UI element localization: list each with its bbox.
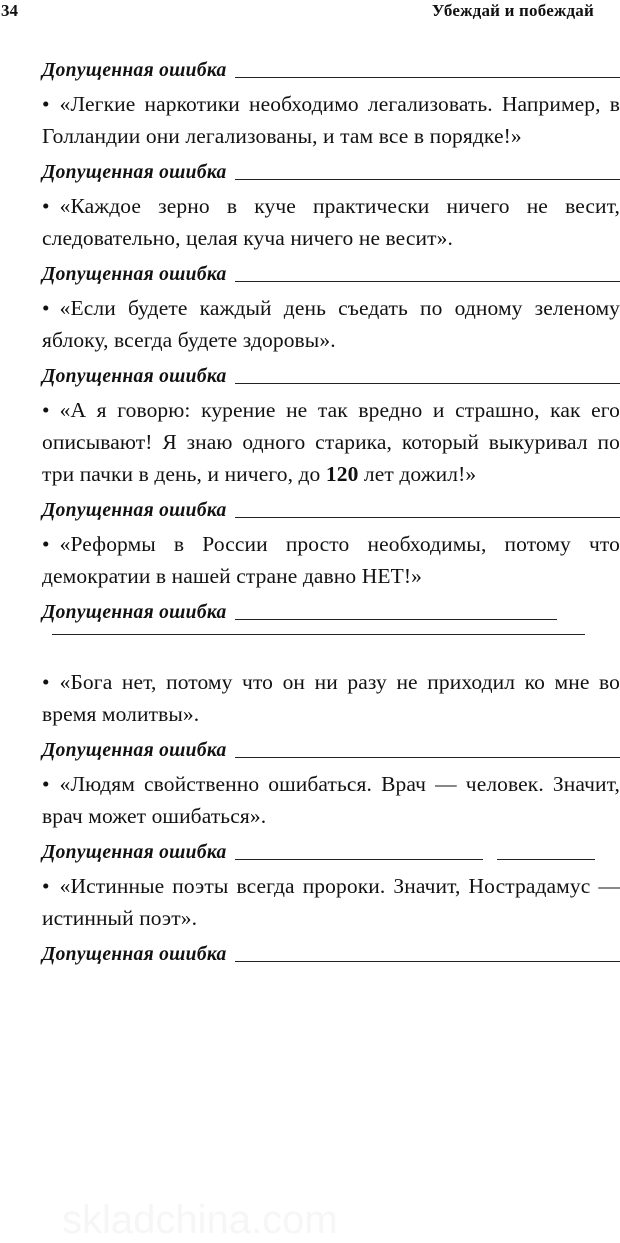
answer-label: Допущенная ошибка — [42, 264, 227, 285]
answer-row — [42, 732, 620, 762]
statement-text: «Каждое зерно в куче практически ничего не весит, следовательно, целая куча ничего не весит». — [42, 194, 620, 250]
answer-blank-line[interactable] — [235, 599, 557, 620]
answer-label: Допущенная ошибка — [42, 500, 227, 521]
statement-text: лет дожил!» — [358, 462, 477, 486]
answer-blank-line[interactable] — [235, 737, 620, 758]
answer-blank-line[interactable] — [235, 839, 483, 860]
answer-label: Допущенная ошибка — [42, 740, 227, 761]
bullet-icon: • — [42, 92, 50, 116]
statement-item — [42, 394, 620, 490]
answer-label: Допущенная ошибка — [42, 60, 227, 81]
answer-blank-line[interactable] — [235, 941, 620, 962]
answer-blank-line[interactable] — [497, 839, 595, 860]
answer-row — [42, 834, 620, 864]
statement-text: «Реформы в России просто необходимы, потому что демократии в нашей стране давно НЕТ!» — [42, 532, 620, 588]
answer-blank-line[interactable] — [235, 261, 620, 282]
answer-label: Допущенная ошибка — [42, 944, 227, 965]
statement-text: «Бога нет, потому что он ни разу не приходил ко мне во время молитвы». — [42, 670, 620, 726]
statement-item — [42, 870, 620, 934]
statement-item — [42, 528, 620, 592]
statement-item — [42, 88, 620, 152]
answer-row — [42, 492, 620, 522]
statement-bold-number: 120 — [325, 462, 359, 486]
statement-text: «Истинные поэты всегда пророки. Значит, Нострадамус — истинный поэт». — [42, 874, 620, 930]
statement-text: «Людям свойственно ошибаться. Врач — человек. Значит, врач может ошибаться». — [42, 772, 620, 828]
answer-blank-line-continuation[interactable] — [52, 634, 585, 635]
statement-item — [42, 292, 620, 356]
statement-item — [42, 768, 620, 832]
answer-row — [42, 594, 620, 624]
bullet-icon: • — [42, 772, 50, 796]
statement-text: «Легкие наркотики необходимо легализовать. Например, в Голландии они легализованы, и там все в порядке!» — [42, 92, 620, 148]
answer-blank-line[interactable] — [235, 363, 620, 384]
statement-item — [42, 190, 620, 254]
page-number: 34 — [1, 1, 18, 20]
watermark: skladchina.com — [62, 1198, 338, 1242]
bullet-icon: • — [42, 398, 50, 422]
answer-row — [42, 256, 620, 286]
bullet-icon: • — [42, 194, 50, 218]
running-title: Убеждай и побеждай — [431, 1, 594, 20]
answer-label: Допущенная ошибка — [42, 602, 227, 623]
bullet-icon: • — [42, 874, 50, 898]
bullet-icon: • — [42, 670, 50, 694]
bullet-icon: • — [42, 532, 50, 556]
answer-label: Допущенная ошибка — [42, 842, 227, 863]
bullet-icon: • — [42, 296, 50, 320]
answer-blank-line[interactable] — [235, 497, 620, 518]
statement-text: «А я говорю: курение не так вредно и страшно, как его описывают! Я знаю одного старика, который выкуривал по три пачки в день, и ничего, до — [42, 398, 620, 486]
answer-label: Допущенная ошибка — [42, 162, 227, 183]
exercise-content — [42, 52, 620, 966]
answer-continuation-row — [42, 630, 620, 660]
answer-row — [42, 154, 620, 184]
answer-label: Допущенная ошибка — [42, 366, 227, 387]
answer-blank-line[interactable] — [235, 159, 620, 180]
statement-item — [42, 666, 620, 730]
answer-row — [42, 358, 620, 388]
answer-row — [42, 52, 620, 82]
page-header — [0, 0, 620, 24]
answer-row — [42, 936, 620, 966]
answer-blank-line[interactable] — [235, 57, 620, 78]
statement-text: «Если будете каждый день съедать по одному зеленому яблоку, всегда будете здоровы». — [42, 296, 620, 352]
